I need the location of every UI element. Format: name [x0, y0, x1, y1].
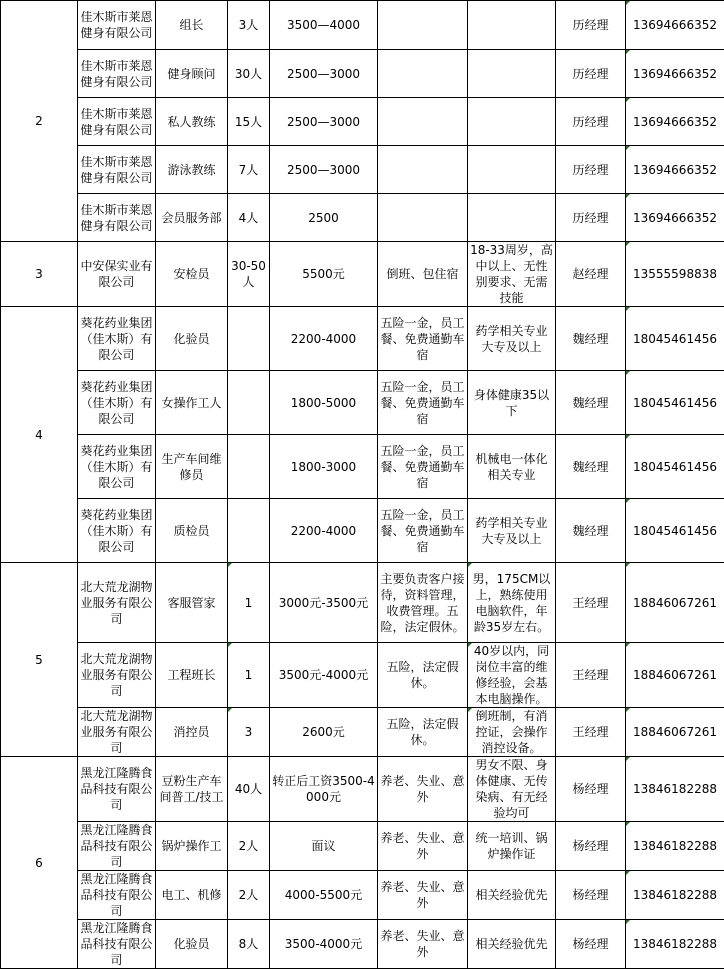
benefits — [378, 50, 468, 98]
requirements — [468, 1, 556, 50]
requirements — [468, 98, 556, 146]
headcount: 4人 — [228, 194, 270, 242]
headcount: 30人 — [228, 50, 270, 98]
requirements: 药学相关专业大专及以上 — [468, 307, 556, 371]
benefits — [378, 146, 468, 194]
contact-person: 杨经理 — [556, 822, 626, 871]
benefits — [378, 98, 468, 146]
benefits: 五险，法定假休。 — [378, 643, 468, 708]
phone-number: 18045461456 — [626, 499, 724, 563]
phone-number: 18045461456 — [626, 307, 724, 371]
headcount: 1 — [228, 643, 270, 708]
requirements: 男女不限、身体健康、无传染病、有无经验均可 — [468, 757, 556, 822]
salary: 1800-3000 — [270, 435, 378, 499]
position-name: 消控员 — [156, 708, 228, 757]
position-name: 生产车间维修员 — [156, 435, 228, 499]
company-name: 黑龙江隆腾食品科技有限公司 — [78, 871, 156, 920]
contact-person: 王经理 — [556, 643, 626, 708]
company-name: 佳木斯市莱恩健身有限公司 — [78, 98, 156, 146]
table-row — [1, 563, 724, 643]
salary: 面议 — [270, 822, 378, 871]
table-row — [1, 499, 724, 563]
position-name: 私人教练 — [156, 98, 228, 146]
company-name: 黑龙江隆腾食品科技有限公司 — [78, 920, 156, 969]
company-name: 北大荒龙湖物业服务有限公司 — [78, 708, 156, 757]
requirements: 身体健康35以下 — [468, 371, 556, 435]
salary: 2600元 — [270, 708, 378, 757]
benefits: 五险一金，员工餐、免费通勤车宿 — [378, 307, 468, 371]
table-row — [1, 757, 724, 822]
salary: 转正后工资3500-4000元 — [270, 757, 378, 822]
company-name: 佳木斯市莱恩健身有限公司 — [78, 50, 156, 98]
company-name: 黑龙江隆腾食品科技有限公司 — [78, 822, 156, 871]
group-number: 6 — [1, 757, 78, 969]
phone-number: 13694666352 — [626, 98, 724, 146]
contact-person: 魏经理 — [556, 435, 626, 499]
benefits: 养老、失业、意外 — [378, 871, 468, 920]
contact-person: 杨经理 — [556, 757, 626, 822]
headcount: 2人 — [228, 871, 270, 920]
requirements: 40岁以内，同岗位丰富的维修经验，会基本电脑操作。 — [468, 643, 556, 708]
company-name: 中安保实业有限公司 — [78, 242, 156, 307]
position-name: 健身顾问 — [156, 50, 228, 98]
contact-person: 历经理 — [556, 194, 626, 242]
table-row — [1, 435, 724, 499]
group-number: 5 — [1, 563, 78, 757]
salary: 4000-5500元 — [270, 871, 378, 920]
contact-person: 魏经理 — [556, 371, 626, 435]
position-name: 游泳教练 — [156, 146, 228, 194]
position-name: 电工、机修 — [156, 871, 228, 920]
table-row — [1, 307, 724, 371]
benefits: 五险一金，员工餐、免费通勤车宿 — [378, 435, 468, 499]
company-name: 葵花药业集团（佳木斯）有限公司 — [78, 499, 156, 563]
headcount — [228, 307, 270, 371]
table-row — [1, 643, 724, 708]
headcount: 7人 — [228, 146, 270, 194]
table-row — [1, 194, 724, 242]
contact-person: 历经理 — [556, 50, 626, 98]
salary: 2200-4000 — [270, 307, 378, 371]
table-row — [1, 242, 724, 307]
phone-number: 18846067261 — [626, 643, 724, 708]
position-name: 工程班长 — [156, 643, 228, 708]
table-row — [1, 146, 724, 194]
table-row — [1, 1, 724, 50]
requirements: 倒班制，有消控证，会操作消控设备。 — [468, 708, 556, 757]
headcount: 3人 — [228, 1, 270, 50]
benefits: 养老、失业、意外 — [378, 822, 468, 871]
requirements: 男，175CM以上，熟练使用电脑软件，年龄35岁左右。 — [468, 563, 556, 643]
benefits: 五险一金，员工餐、免费通勤车宿 — [378, 371, 468, 435]
headcount — [228, 435, 270, 499]
benefits: 五险，法定假休。 — [378, 708, 468, 757]
requirements: 药学相关专业大专及以上 — [468, 499, 556, 563]
table-row — [1, 50, 724, 98]
contact-person: 王经理 — [556, 563, 626, 643]
requirements — [468, 146, 556, 194]
phone-number: 13846182288 — [626, 822, 724, 871]
position-name: 女操作工人 — [156, 371, 228, 435]
headcount: 1 — [228, 563, 270, 643]
company-name: 佳木斯市莱恩健身有限公司 — [78, 1, 156, 50]
phone-number: 13694666352 — [626, 50, 724, 98]
benefits: 五险一金，员工餐、免费通勤车宿 — [378, 499, 468, 563]
headcount — [228, 371, 270, 435]
contact-person: 魏经理 — [556, 307, 626, 371]
table-row — [1, 98, 724, 146]
headcount: 3 — [228, 708, 270, 757]
company-name: 葵花药业集团（佳木斯）有限公司 — [78, 371, 156, 435]
table-row — [1, 708, 724, 757]
company-name: 佳木斯市莱恩健身有限公司 — [78, 146, 156, 194]
phone-number: 13694666352 — [626, 194, 724, 242]
phone-number: 13694666352 — [626, 146, 724, 194]
position-name: 组长 — [156, 1, 228, 50]
phone-number: 18846067261 — [626, 563, 724, 643]
position-name: 安检员 — [156, 242, 228, 307]
headcount: 2人 — [228, 822, 270, 871]
contact-person: 杨经理 — [556, 920, 626, 969]
requirements: 统一培训、锅炉操作证 — [468, 822, 556, 871]
contact-person: 历经理 — [556, 1, 626, 50]
headcount: 15人 — [228, 98, 270, 146]
salary: 3500元-4000元 — [270, 643, 378, 708]
phone-number: 13846182288 — [626, 871, 724, 920]
requirements — [468, 194, 556, 242]
phone-number: 13555598838 — [626, 242, 724, 307]
position-name: 客服管家 — [156, 563, 228, 643]
contact-person: 赵经理 — [556, 242, 626, 307]
salary: 2500—3000 — [270, 146, 378, 194]
position-name: 质检员 — [156, 499, 228, 563]
contact-person: 王经理 — [556, 708, 626, 757]
table-row — [1, 920, 724, 969]
position-name: 化验员 — [156, 307, 228, 371]
contact-person: 历经理 — [556, 98, 626, 146]
requirements: 机械电一体化相关专业 — [468, 435, 556, 499]
requirements: 相关经验优先 — [468, 920, 556, 969]
phone-number: 13846182288 — [626, 757, 724, 822]
salary: 2500—3000 — [270, 50, 378, 98]
table-row — [1, 371, 724, 435]
company-name: 葵花药业集团（佳木斯）有限公司 — [78, 435, 156, 499]
group-number: 4 — [1, 307, 78, 563]
headcount: 8人 — [228, 920, 270, 969]
benefits — [378, 1, 468, 50]
position-name: 豆粉生产车间普工/技工 — [156, 757, 228, 822]
benefits: 养老、失业、意外 — [378, 920, 468, 969]
salary: 3500—4000 — [270, 1, 378, 50]
headcount: 40人 — [228, 757, 270, 822]
benefits: 主要负责客户接待，资料管理，收费管理。五险，法定假休。 — [378, 563, 468, 643]
phone-number: 18846067261 — [626, 708, 724, 757]
requirements: 相关经验优先 — [468, 871, 556, 920]
contact-person: 杨经理 — [556, 871, 626, 920]
phone-number: 13694666352 — [626, 1, 724, 50]
benefits: 养老、失业、意外 — [378, 757, 468, 822]
benefits — [378, 194, 468, 242]
company-name: 黑龙江隆腾食品科技有限公司 — [78, 757, 156, 822]
group-number: 2 — [1, 1, 78, 242]
company-name: 北大荒龙湖物业服务有限公司 — [78, 563, 156, 643]
position-name: 化验员 — [156, 920, 228, 969]
requirements: 18-33周岁，高中以上、无性别要求、无需技能 — [468, 242, 556, 307]
benefits: 倒班、包住宿 — [378, 242, 468, 307]
position-name: 锅炉操作工 — [156, 822, 228, 871]
salary: 3500-4000元 — [270, 920, 378, 969]
company-name: 北大荒龙湖物业服务有限公司 — [78, 643, 156, 708]
salary: 5500元 — [270, 242, 378, 307]
table-row — [1, 822, 724, 871]
headcount: 30-50人 — [228, 242, 270, 307]
group-number: 3 — [1, 242, 78, 307]
contact-person: 魏经理 — [556, 499, 626, 563]
table-row — [1, 871, 724, 920]
phone-number: 18045461456 — [626, 435, 724, 499]
salary: 3000元-3500元 — [270, 563, 378, 643]
salary: 2500—3000 — [270, 98, 378, 146]
position-name: 会员服务部 — [156, 194, 228, 242]
requirements — [468, 50, 556, 98]
company-name: 葵花药业集团（佳木斯）有限公司 — [78, 307, 156, 371]
phone-number: 13846182288 — [626, 920, 724, 969]
salary: 2500 — [270, 194, 378, 242]
phone-number: 18045461456 — [626, 371, 724, 435]
salary: 2200-4000 — [270, 499, 378, 563]
salary: 1800-5000 — [270, 371, 378, 435]
headcount — [228, 499, 270, 563]
contact-person: 历经理 — [556, 146, 626, 194]
company-name: 佳木斯市莱恩健身有限公司 — [78, 194, 156, 242]
